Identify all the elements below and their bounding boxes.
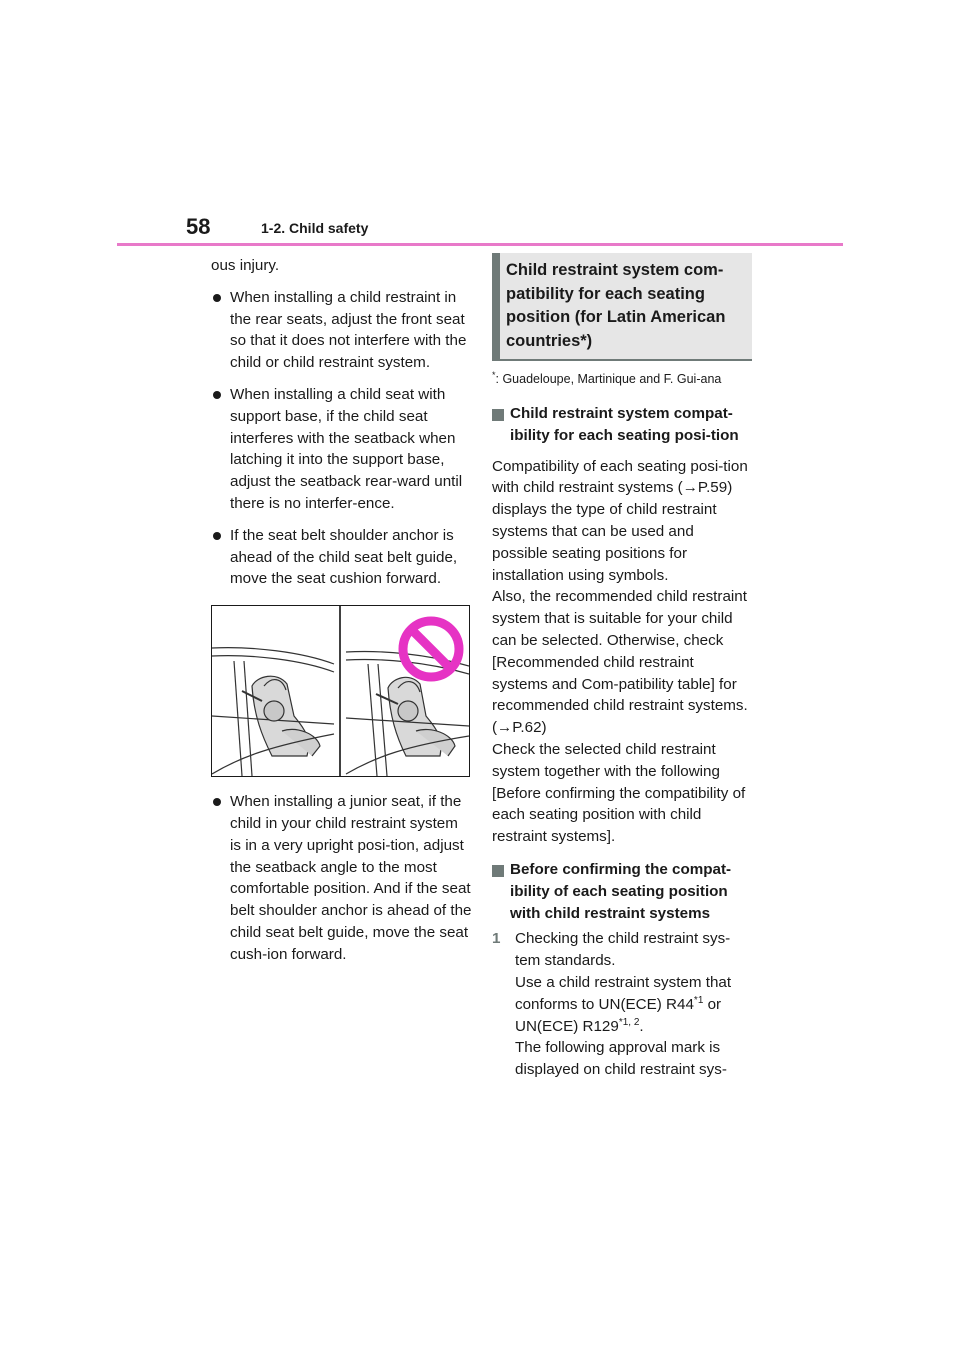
square-bullet-icon — [492, 409, 504, 421]
seat-illustration — [211, 605, 470, 777]
intro-text: ous injury. — [211, 257, 280, 274]
section-banner — [492, 253, 752, 361]
bullet-text: When installing a child seat with support base, if the child seat interferes with the seatback when latching it into the support base, adjust the seatback rear-ward until there is no interfer-ence. — [230, 385, 463, 512]
bullet-item — [211, 287, 473, 374]
right-column — [492, 253, 752, 1081]
step-number: 1 — [492, 930, 501, 948]
section-title: 1-2. Child safety — [261, 220, 369, 236]
subheading-text: Before confirming the compat-ibility of each seating position with child restraint systems — [510, 860, 732, 922]
step-text: The following approval mark is displayed on child restraint sys- — [515, 1039, 727, 1079]
prohibited-icon — [403, 621, 459, 677]
step-item — [492, 928, 752, 1081]
banner-title: Child restraint system com-patibility for each seating position (for Latin American countries*) — [506, 261, 726, 350]
footnote — [492, 371, 752, 388]
square-bullet-icon — [492, 865, 504, 877]
left-column — [211, 255, 473, 966]
footnote-text: : Guadeloupe, Martinique and F. Gui-ana — [495, 372, 722, 386]
step-text-part: . — [639, 1017, 644, 1035]
bullet-item — [211, 384, 473, 515]
subheading — [492, 859, 752, 924]
bullet-icon — [213, 294, 221, 302]
seat-illustration-drawing — [212, 606, 469, 776]
paragraph: Also, the recommended child restraint system that is suitable for your child can be selected. Otherwise, check [Recommended child restraint systems and Com-patibility table] for recommended child restraint systems. (→P.62) — [492, 588, 748, 737]
superscript: *1, 2 — [618, 1016, 640, 1028]
header-divider — [117, 243, 843, 246]
page-number: 58 — [186, 214, 211, 239]
superscript: *1 — [693, 994, 704, 1006]
step-text: Checking the child restraint sys-tem standards. — [515, 930, 731, 970]
bullet-text: When installing a junior seat, if the child in your child restraint system is in a very upright posi-tion, adjust the seatback angle to the most comfortable position. And if the seat belt shoulder anchor is ahead of the child seat belt guide, move the seat cush-ion forward. — [230, 793, 472, 963]
bullet-item — [211, 525, 473, 590]
bullet-item — [211, 791, 473, 965]
step-text-part: or UN(ECE) R129 — [515, 995, 722, 1035]
bullet-icon — [213, 391, 221, 399]
bullet-text: If the seat belt shoulder anchor is ahead of the child seat belt guide, move the seat cushion forward. — [230, 526, 458, 588]
subheading — [492, 403, 752, 447]
paragraph: Check the selected child restraint system together with the following [Before confirming the compatibility of each seating position with child restraint systems]. — [492, 740, 746, 846]
subheading-text: Child restraint system compat-ibility for each seating posi-tion — [510, 405, 739, 444]
bullet-icon — [213, 798, 221, 806]
footnote-mark: * — [492, 369, 496, 380]
bullet-icon — [213, 532, 221, 540]
step-text — [515, 972, 752, 1037]
paragraph: Compatibility of each seating posi-tion with child restraint systems (→P.59) displays the type of child restraint systems that can be used and possible seating positions for installation using symbols. — [492, 457, 748, 584]
bullet-text: When installing a child restraint in the rear seats, adjust the front seat so that it does not interfere with the child or child restraint system. — [230, 288, 467, 372]
step-text-part: Use a child restraint system that conforms to UN(ECE) R44 — [515, 973, 732, 1013]
